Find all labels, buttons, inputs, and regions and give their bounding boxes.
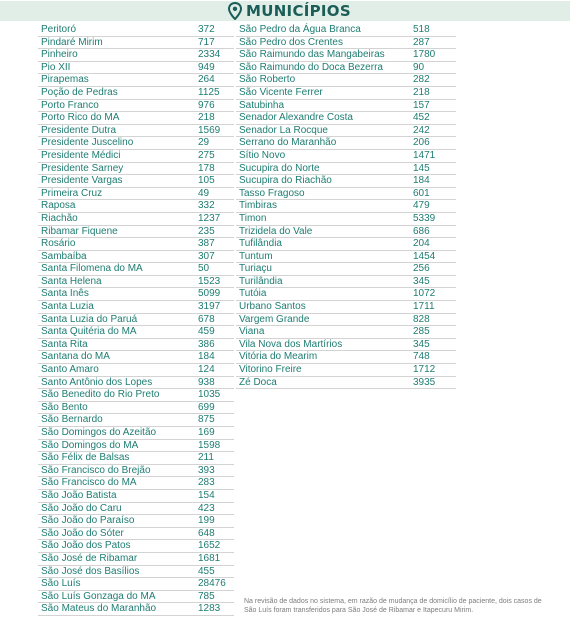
municipality-name: Presidente Médici [41,149,121,161]
case-count: 459 [198,326,215,338]
case-count: 105 [198,175,215,187]
case-count: 157 [413,99,430,111]
table-row [38,288,234,301]
case-count: 242 [413,124,430,136]
table-row [38,188,234,201]
municipality-name: Vitorino Freire [239,364,302,376]
municipality-name: Santa Quitéria do MA [41,326,137,338]
table-row [38,465,234,478]
municipality-name: Raposa [41,200,76,212]
municipality-name: São Luís Gonzaga do MA [41,590,156,602]
table-row [38,125,234,138]
municipality-name: Trizidela do Vale [239,225,313,237]
municipality-name: Presidente Vargas [41,175,123,187]
case-count: 169 [198,427,215,438]
case-count: 5099 [198,288,221,300]
municipality-name: Timbiras [239,200,277,212]
table-row [38,150,234,163]
case-count: 29 [198,137,210,149]
table-row [38,414,234,427]
table-row [236,188,456,201]
table-row [38,301,234,314]
case-count: 1125 [198,86,220,98]
case-count: 2334 [198,49,221,61]
case-count: 686 [413,225,430,237]
table-row [236,301,456,314]
table-row [236,112,456,125]
table-row [38,213,234,226]
table-row [38,402,234,415]
case-count: 1598 [198,439,221,451]
table-row [38,440,234,453]
municipality-name: São Bernardo [41,414,103,426]
municipality-name: Tuntum [239,250,273,262]
municipality-name: São Benedito do Rio Preto [41,389,160,401]
case-count: 287 [413,36,430,48]
municipality-name: Sítio Novo [239,149,286,161]
case-count: 372 [198,24,215,35]
case-count: 184 [198,351,215,363]
case-count: 145 [413,162,430,174]
municipality-name: Timon [239,212,267,224]
case-count: 1652 [198,540,221,552]
table-row [38,263,234,276]
case-count: 50 [198,263,210,275]
case-count: 3935 [413,376,436,388]
municipality-name: São Raimundo das Mangabeiras [239,49,385,61]
municipality-name: Tufilândia [239,238,282,250]
table-row [38,377,234,390]
case-count: 1681 [198,552,221,564]
municipality-name: Santa Luzia [41,301,94,313]
table-row [236,377,456,390]
table-row [38,591,234,604]
table-row [38,326,234,339]
municipality-name: Pindaré Mirim [41,36,103,48]
municipality-list-right [236,24,456,389]
municipality-name: Pirapemas [41,74,89,86]
case-count: 678 [198,313,215,325]
municipality-name: Santa Helena [41,275,102,287]
municipality-name: Santa Filomena do MA [41,263,143,275]
case-count: 601 [413,187,430,199]
table-row [236,314,456,327]
case-count: 332 [198,200,215,212]
municipality-name: Presidente Dutra [41,124,117,136]
table-row [38,578,234,591]
case-count: 1283 [198,603,221,615]
case-count: 648 [198,527,215,539]
table-row [38,490,234,503]
table-row [236,150,456,163]
municipality-name: Vila Nova dos Martírios [239,338,343,350]
case-count: 717 [198,36,215,48]
municipality-name: Tutóia [239,288,267,300]
table-row [236,24,456,37]
table-row [38,515,234,528]
case-count: 386 [198,338,215,350]
case-count: 1569 [198,124,221,136]
municipality-name: Santo Antônio dos Lopes [41,376,153,388]
case-count: 1711 [413,301,435,313]
table-row [38,137,234,150]
table-row [236,226,456,239]
case-count: 976 [198,99,215,111]
table-row [236,74,456,87]
table-row [38,238,234,251]
table-row [236,326,456,339]
table-row [38,351,234,364]
table-row [38,175,234,188]
case-count: 3197 [198,301,221,313]
header [228,2,351,20]
table-row [38,100,234,113]
case-count: 785 [198,590,215,602]
municipality-name: Presidente Juscelino [41,137,134,149]
case-count: 423 [198,502,215,514]
case-count: 1523 [198,275,221,287]
municipality-name: São Mateus do Maranhão [41,603,157,615]
municipality-name: Sambaíba [41,250,87,262]
municipality-name: Riachão [41,212,78,224]
table-row [38,200,234,213]
location-pin-icon [228,2,242,20]
case-count: 235 [198,225,215,237]
case-count: 875 [198,414,215,426]
municipality-name: São Pedro da Água Branca [239,24,361,35]
table-row [236,339,456,352]
municipality-name: Viana [239,326,265,338]
municipality-name: Rosário [41,238,76,250]
table-row [236,87,456,100]
table-row [236,49,456,62]
case-count: 5339 [413,212,436,224]
municipality-name: Turilândia [239,275,283,287]
case-count: 938 [198,376,215,388]
table-row [38,49,234,62]
case-count: 1454 [413,250,436,262]
municipality-name: Tasso Fragoso [239,187,305,199]
case-count: 1072 [413,288,436,300]
table-row [38,427,234,440]
municipality-name: Presidente Sarney [41,162,124,174]
municipality-name: São Domingos do MA [41,439,139,451]
case-count: 184 [413,175,430,187]
table-row [38,163,234,176]
municipality-name: São Domingos do Azeitão [41,427,157,438]
municipality-name: Santana do MA [41,351,110,363]
case-count: 90 [413,61,425,73]
table-row [236,238,456,251]
municipality-name: São João do Sóter [41,527,124,539]
table-row [38,553,234,566]
municipality-list-left [38,24,234,616]
table-row [38,566,234,579]
case-count: 282 [413,74,430,86]
case-count: 479 [413,200,430,212]
municipality-name: São José dos Basílios [41,565,140,577]
municipality-name: São Pedro dos Crentes [239,36,343,48]
footnote: Na revisão de dados no sistema, em razão de mudança de domicílio de paciente, dois casos de São Luís foram transferidos para São José de Ribamar e Itapecuru Mirim. [244,598,542,614]
table-row [38,74,234,87]
municipality-name: Ribamar Fiquene [41,225,118,237]
table-row [236,364,456,377]
case-count: 455 [198,565,215,577]
municipality-name: Pio XII [41,61,71,73]
table-row [38,389,234,402]
case-count: 211 [198,452,214,464]
case-count: 699 [198,401,215,413]
table-row [236,276,456,289]
case-count: 206 [413,137,430,149]
case-count: 307 [198,250,215,262]
case-count: 218 [413,86,430,98]
table-row [236,200,456,213]
municipality-name: São Francisco do Brejão [41,464,151,476]
municipality-name: Porto Rico do MA [41,112,120,124]
table-row [236,251,456,264]
municipality-name: São Vicente Ferrer [239,86,323,98]
case-count: 748 [413,351,430,363]
case-count: 275 [198,149,215,161]
table-row [236,351,456,364]
table-row [38,251,234,264]
case-count: 178 [198,162,215,174]
table-row [38,503,234,516]
case-count: 828 [413,313,430,325]
table-row [236,62,456,75]
table-row [38,314,234,327]
case-count: 283 [198,477,215,489]
municipality-name: São José de Ribamar [41,552,138,564]
table-row [38,226,234,239]
municipality-name: São Raimundo do Doca Bezerra [239,61,383,73]
table-row [236,100,456,113]
municipality-name: São Francisco do MA [41,477,137,489]
municipality-name: Peritoró [41,24,77,35]
case-count: 154 [198,489,215,501]
table-row [38,112,234,125]
municipality-name: São Roberto [239,74,296,86]
case-count: 28476 [198,578,226,590]
table-row [236,175,456,188]
table-row [38,87,234,100]
case-count: 1237 [198,212,221,224]
case-count: 256 [413,263,430,275]
municipality-name: São Luís [41,578,81,590]
table-row [38,62,234,75]
table-row [38,364,234,377]
municipality-name: Sucupira do Norte [239,162,320,174]
municipality-name: Poção de Pedras [41,86,118,98]
table-row [236,163,456,176]
case-count: 204 [413,238,430,250]
municipality-name: São Félix de Balsas [41,452,130,464]
case-count: 124 [198,364,215,376]
municipality-name: Zé Doca [239,376,277,388]
table-row [236,125,456,138]
municipality-name: São Bento [41,401,88,413]
case-count: 199 [198,515,215,527]
case-count: 218 [198,112,215,124]
case-count: 285 [413,326,430,338]
table-row [236,37,456,50]
case-count: 345 [413,338,430,350]
table-row [236,213,456,226]
case-count: 345 [413,275,430,287]
table-row [38,24,234,37]
case-count: 49 [198,187,210,199]
case-count: 387 [198,238,215,250]
case-count: 393 [198,464,215,476]
municipality-name: São João do Caru [41,502,122,514]
case-count: 452 [413,112,430,124]
case-count: 949 [198,61,215,73]
case-count: 1712 [413,364,436,376]
municipality-name: Senador Alexandre Costa [239,112,353,124]
municipality-name: Serrano do Maranhão [239,137,337,149]
municipality-name: Pinheiro [41,49,78,61]
municipality-name: Santo Amaro [41,364,99,376]
municipality-name: Satubinha [239,99,285,111]
table-row [38,452,234,465]
case-count: 1035 [198,389,221,401]
case-count: 1471 [413,149,436,161]
table-row [236,288,456,301]
case-count: 518 [413,24,430,35]
municipality-name: Turiaçu [239,263,272,275]
municipality-name: Santa Rita [41,338,88,350]
case-count: 264 [198,74,215,86]
municipality-name: Santa Inês [41,288,89,300]
municipality-name: Senador La Rocque [239,124,328,136]
table-row [38,528,234,541]
table-row [38,276,234,289]
table-row [236,137,456,150]
header-band [0,1,570,21]
municipality-name: São João dos Patos [41,540,131,552]
municipality-name: Urbano Santos [239,301,306,313]
table-row [38,540,234,553]
municipality-name: Primeira Cruz [41,187,103,199]
case-count: 1780 [413,49,436,61]
table-row [38,37,234,50]
table-row [38,477,234,490]
municipality-name: Vargem Grande [239,313,310,325]
municipality-name: Porto Franco [41,99,99,111]
municipality-name: São João Batista [41,489,117,501]
municipality-name: Vitória do Mearim [239,351,318,363]
table-row [38,339,234,352]
page-title: MUNICÍPIOS [246,2,351,20]
municipality-name: Sucupira do Riachão [239,175,332,187]
table-row [38,603,234,616]
municipality-name: Santa Luzia do Paruá [41,313,138,325]
municipality-name: São João do Paraíso [41,515,135,527]
table-row [236,263,456,276]
